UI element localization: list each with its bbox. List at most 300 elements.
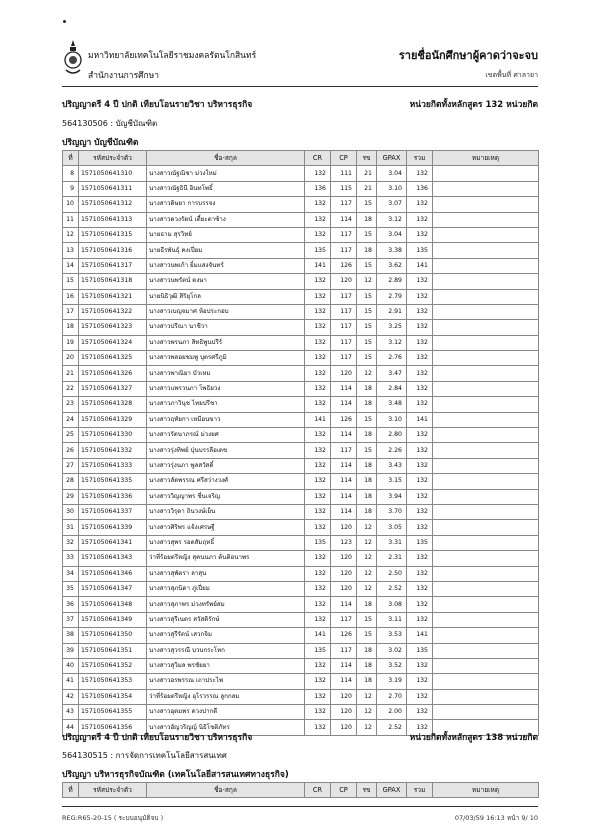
col-number-cell: 19	[63, 335, 79, 350]
col-number-cell: 30	[63, 504, 79, 519]
col-total-cell: 132	[407, 289, 433, 304]
table-row	[63, 628, 539, 643]
col-cr-cell: 132	[305, 289, 331, 304]
col-transfer-cell: 15	[357, 258, 377, 273]
col-remark-cell	[433, 458, 539, 473]
col-gpax-cell: 2.00	[377, 705, 407, 720]
col-gpax-cell: 2.80	[377, 428, 407, 443]
col-number-cell: 23	[63, 397, 79, 412]
col-remark-cell	[433, 351, 539, 366]
col-cr-cell: 132	[305, 674, 331, 689]
col-total-cell: 132	[407, 274, 433, 289]
col-remark-cell	[433, 628, 539, 643]
col-cr-cell: 132	[305, 197, 331, 212]
col-remark-cell	[433, 428, 539, 443]
col-transfer-cell: 15	[357, 412, 377, 427]
col-number-cell: 14	[63, 258, 79, 273]
col-number-cell: 22	[63, 381, 79, 396]
col-gpax-cell: 3.10	[377, 181, 407, 196]
col-cp-header: CP	[331, 151, 357, 166]
col-gpax-header: GPAX	[377, 783, 407, 798]
col-remark-cell	[433, 304, 539, 319]
col-cr-cell: 136	[305, 181, 331, 196]
col-student-id-cell: 1571050641336	[79, 489, 147, 504]
table-row	[63, 643, 539, 658]
col-cp-cell: 114	[331, 428, 357, 443]
col-number-cell: 40	[63, 658, 79, 673]
table-row	[63, 197, 539, 212]
col-name-cell: นางสาวแพรวนภา โพธิยวง	[147, 381, 305, 396]
col-cp-cell: 117	[331, 304, 357, 319]
col-cp-cell: 120	[331, 689, 357, 704]
col-number-cell: 13	[63, 243, 79, 258]
office-name: สำนักงานการศึกษา	[88, 71, 160, 81]
col-total-cell: 136	[407, 181, 433, 196]
col-remark-cell	[433, 412, 539, 427]
section2-table-header	[62, 782, 539, 798]
col-cp-cell: 114	[331, 474, 357, 489]
col-gpax-cell: 2.26	[377, 443, 407, 458]
university-name: มหาวิทยาลัยเทคโนโลยีราชมงคลรัตนโกสินทร์	[88, 51, 257, 61]
col-remark-header: หมายเหตุ	[433, 151, 539, 166]
col-name-cell: นางสาวภาวินุช ไทยปรีชา	[147, 397, 305, 412]
col-gpax-cell: 3.08	[377, 597, 407, 612]
col-student-id-cell: 1571050641352	[79, 658, 147, 673]
col-remark-cell	[433, 566, 539, 581]
col-number-cell: 33	[63, 551, 79, 566]
table-row	[63, 443, 539, 458]
col-remark-cell	[433, 581, 539, 596]
col-total-cell: 132	[407, 351, 433, 366]
col-cp-cell: 117	[331, 320, 357, 335]
col-number-cell: 29	[63, 489, 79, 504]
col-name-cell: นางสาวอุดมพร ดวงปากดี	[147, 705, 305, 720]
table-row	[63, 366, 539, 381]
col-remark-cell	[433, 289, 539, 304]
col-total-cell: 132	[407, 597, 433, 612]
col-transfer-cell: 12	[357, 520, 377, 535]
col-total-cell: 132	[407, 381, 433, 396]
col-remark-cell	[433, 474, 539, 489]
col-student-id-cell: 1571050641351	[79, 643, 147, 658]
col-cr-cell: 132	[305, 658, 331, 673]
form-code: REG:R65-20-15 ( ระบบอนุมัติจบ )	[62, 814, 164, 822]
print-date-page: 07/03/59 16:13 หน้า 9/ 10	[454, 814, 538, 822]
col-cp-cell: 120	[331, 274, 357, 289]
col-gpax-cell: 3.38	[377, 243, 407, 258]
col-gpax-cell: 3.19	[377, 674, 407, 689]
col-total-cell: 132	[407, 689, 433, 704]
col-transfer-cell: 15	[357, 227, 377, 242]
col-transfer-header: รข	[357, 151, 377, 166]
col-gpax-cell: 3.53	[377, 628, 407, 643]
col-cr-cell: 135	[305, 535, 331, 550]
table-row	[63, 658, 539, 673]
table-row	[63, 535, 539, 550]
col-gpax-cell: 3.94	[377, 489, 407, 504]
col-name-cell: นางสาวพรนภา สิทธิพูนปรีร์	[147, 335, 305, 350]
col-transfer-cell: 18	[357, 381, 377, 396]
col-remark-cell	[433, 689, 539, 704]
col-cp-cell: 126	[331, 258, 357, 273]
col-number-cell: 20	[63, 351, 79, 366]
col-student-id-cell: 1571050641311	[79, 181, 147, 196]
col-transfer-cell: 15	[357, 351, 377, 366]
table-row	[63, 551, 539, 566]
col-name-cell: นายธาม สุรวิทย์	[147, 227, 305, 242]
col-cr-cell: 132	[305, 566, 331, 581]
col-gpax-cell: 3.43	[377, 458, 407, 473]
col-remark-cell	[433, 674, 539, 689]
col-gpax-cell: 3.48	[377, 397, 407, 412]
col-cp-cell: 117	[331, 227, 357, 242]
col-number-cell: 21	[63, 366, 79, 381]
col-name-cell: ว่าที่ร้อยตรีหญิง อุไรวรรณ ลูกกลม	[147, 689, 305, 704]
col-name-cell: นางสาววิญญาพร ชื่นเจริญ	[147, 489, 305, 504]
col-remark-cell	[433, 243, 539, 258]
col-number-cell: 35	[63, 581, 79, 596]
col-student-id-cell: 1571050641337	[79, 504, 147, 519]
col-student-id-cell: 1571050641312	[79, 197, 147, 212]
col-gpax-cell: 3.04	[377, 227, 407, 242]
col-remark-cell	[433, 274, 539, 289]
col-name-cell: นางสาวรุ่งทิพย์ ปุ่นบรรลือเดช	[147, 443, 305, 458]
col-transfer-cell: 21	[357, 181, 377, 196]
table-row	[63, 689, 539, 704]
table-row	[63, 674, 539, 689]
col-gpax-cell: 3.05	[377, 520, 407, 535]
col-total-cell: 132	[407, 166, 433, 181]
col-name-cell: นางสาวพาณิยา บัวเหม	[147, 366, 305, 381]
col-total-cell: 132	[407, 581, 433, 596]
table-row	[63, 397, 539, 412]
col-number-cell: 41	[63, 674, 79, 689]
col-remark-cell	[433, 166, 539, 181]
col-name-cell: นางสาวนพรัตน์ ดงษา	[147, 274, 305, 289]
col-total-cell: 132	[407, 197, 433, 212]
col-transfer-cell: 12	[357, 566, 377, 581]
col-gpax-cell: 2.50	[377, 566, 407, 581]
stray-mark	[63, 20, 66, 23]
col-transfer-cell: 18	[357, 597, 377, 612]
col-transfer-cell: 12	[357, 535, 377, 550]
col-remark-header: หมายเหตุ	[433, 783, 539, 798]
section2-program: 564130515 : การจัดการเทคโนโลยีสารสนเทศ	[62, 751, 227, 760]
col-name-cell: นางสาวรัตนาภรณ์ ม่วงยศ	[147, 428, 305, 443]
col-student-id-cell: 1571050641355	[79, 705, 147, 720]
col-remark-cell	[433, 504, 539, 519]
col-cr-cell: 132	[305, 489, 331, 504]
col-transfer-cell: 12	[357, 705, 377, 720]
col-cp-cell: 114	[331, 674, 357, 689]
col-total-cell: 132	[407, 320, 433, 335]
col-transfer-cell: 15	[357, 320, 377, 335]
col-transfer-cell: 12	[357, 689, 377, 704]
col-number-cell: 43	[63, 705, 79, 720]
col-gpax-cell: 2.76	[377, 351, 407, 366]
col-cp-cell: 114	[331, 397, 357, 412]
col-transfer-cell: 15	[357, 628, 377, 643]
table-row	[63, 258, 539, 273]
col-transfer-cell: 18	[357, 474, 377, 489]
col-name-cell: นางสาวสุภาพร ม่วงทรัพย์สม	[147, 597, 305, 612]
col-student-id-cell: 1571050641323	[79, 320, 147, 335]
col-remark-cell	[433, 612, 539, 627]
col-total-cell: 132	[407, 397, 433, 412]
col-cr-header: CR	[305, 783, 331, 798]
col-transfer-cell: 12	[357, 581, 377, 596]
col-remark-cell	[433, 212, 539, 227]
col-student-id-cell: 1571050641343	[79, 551, 147, 566]
col-gpax-cell: 2.31	[377, 551, 407, 566]
table-row	[63, 566, 539, 581]
col-cp-cell: 114	[331, 489, 357, 504]
col-total-cell: 132	[407, 443, 433, 458]
col-cp-cell: 111	[331, 166, 357, 181]
col-remark-cell	[433, 181, 539, 196]
col-total-cell: 132	[407, 612, 433, 627]
col-transfer-cell: 18	[357, 674, 377, 689]
col-number-header: ที่	[63, 151, 79, 166]
col-cr-cell: 141	[305, 628, 331, 643]
col-student-id-cell: 1571050641327	[79, 381, 147, 396]
col-cr-cell: 132	[305, 597, 331, 612]
col-number-cell: 31	[63, 520, 79, 535]
col-remark-cell	[433, 520, 539, 535]
section2-credits: หน่วยกิตทั้งหลักสูตร 138 หน่วยกิต	[409, 733, 538, 743]
col-student-id-cell: 1571050641325	[79, 351, 147, 366]
col-remark-cell	[433, 643, 539, 658]
col-transfer-cell: 21	[357, 166, 377, 181]
col-student-id-cell: 1571050641348	[79, 597, 147, 612]
col-cr-cell: 132	[305, 166, 331, 181]
table-row	[63, 212, 539, 227]
col-student-id-cell: 1571050641324	[79, 335, 147, 350]
col-cp-cell: 117	[331, 197, 357, 212]
table-row	[63, 351, 539, 366]
col-remark-cell	[433, 705, 539, 720]
table-row	[63, 489, 539, 504]
col-student-id-cell: 1571050641329	[79, 412, 147, 427]
section1-degree: ปริญญาตรี 4 ปี ปกติ เทียบโอนรายวิชา บริหารธุรกิจ	[62, 100, 253, 110]
campus-label: เขตพื้นที่ ศาลายา	[485, 71, 538, 79]
col-total-cell: 132	[407, 520, 433, 535]
col-total-cell: 135	[407, 643, 433, 658]
col-student-id-cell: 1571050641322	[79, 304, 147, 319]
col-remark-cell	[433, 489, 539, 504]
table-row	[63, 412, 539, 427]
col-cr-cell: 132	[305, 351, 331, 366]
col-cr-cell: 141	[305, 412, 331, 427]
col-student-id-cell: 1571050641333	[79, 458, 147, 473]
col-number-cell: 11	[63, 212, 79, 227]
col-name-cell: นางสาวดวงรัตน์ เตี้ยะตาซ้าง	[147, 212, 305, 227]
table-row	[63, 227, 539, 242]
col-transfer-cell: 15	[357, 335, 377, 350]
col-total-cell: 132	[407, 428, 433, 443]
table-row	[63, 458, 539, 473]
col-gpax-cell: 2.84	[377, 381, 407, 396]
col-student-id-cell: 1571050641310	[79, 166, 147, 181]
col-cr-cell: 132	[305, 397, 331, 412]
section1-program: 564130506 : บัญชีบัณฑิต	[62, 119, 158, 128]
col-number-cell: 36	[63, 597, 79, 612]
col-transfer-cell: 18	[357, 397, 377, 412]
university-logo-icon	[63, 38, 83, 78]
col-cp-cell: 117	[331, 643, 357, 658]
col-gpax-header: GPAX	[377, 151, 407, 166]
col-gpax-cell: 2.52	[377, 581, 407, 596]
col-transfer-cell: 18	[357, 643, 377, 658]
col-name-cell: นางสาวพลอยชมพู บุตรศรีภูมิ	[147, 351, 305, 366]
col-transfer-cell: 15	[357, 443, 377, 458]
col-cp-cell: 126	[331, 412, 357, 427]
col-transfer-cell: 18	[357, 504, 377, 519]
col-transfer-cell: 18	[357, 212, 377, 227]
col-remark-cell	[433, 658, 539, 673]
col-gpax-cell: 3.47	[377, 366, 407, 381]
col-student-id-cell: 1571050641353	[79, 674, 147, 689]
col-gpax-cell: 3.02	[377, 643, 407, 658]
col-total-cell: 132	[407, 504, 433, 519]
col-cr-cell: 132	[305, 381, 331, 396]
col-cr-cell: 132	[305, 212, 331, 227]
col-remark-cell	[433, 258, 539, 273]
col-cp-cell: 117	[331, 443, 357, 458]
col-cr-cell: 132	[305, 335, 331, 350]
col-remark-cell	[433, 443, 539, 458]
col-gpax-cell: 2.70	[377, 689, 407, 704]
col-name-cell: นางสาวสุภนิดา ภู่เปี่ยม	[147, 581, 305, 596]
col-gpax-cell: 2.52	[377, 720, 407, 735]
col-student-id-cell: 1571050641349	[79, 612, 147, 627]
col-cr-cell: 132	[305, 227, 331, 242]
col-gpax-cell: 3.12	[377, 335, 407, 350]
col-name-cell: นางสาววิรุดา ถินวงษ์เย็น	[147, 504, 305, 519]
col-transfer-cell: 12	[357, 366, 377, 381]
col-student-id-cell: 1571050641354	[79, 689, 147, 704]
col-total-cell: 132	[407, 705, 433, 720]
col-number-cell: 39	[63, 643, 79, 658]
col-cr-cell: 132	[305, 366, 331, 381]
table-row	[63, 705, 539, 720]
student-table	[62, 150, 539, 736]
col-number-cell: 18	[63, 320, 79, 335]
col-cp-header: CP	[331, 783, 357, 798]
col-cr-cell: 132	[305, 551, 331, 566]
col-name-cell: นางสาวณัฐธินี อินทโพธิ์	[147, 181, 305, 196]
col-name-cell: นางสาวณัฐณิชา ม่วงใหม่	[147, 166, 305, 181]
col-cp-cell: 117	[331, 351, 357, 366]
col-name-cell: นางสาวรุ่งนภา พูลสวัสดิ์	[147, 458, 305, 473]
col-name-cell: นางสาวสุวิมล พรชัยยา	[147, 658, 305, 673]
table-row	[63, 335, 539, 350]
section1-degree-name: ปริญญา บัญชีบัณฑิต	[62, 138, 139, 148]
col-cr-cell: 132	[305, 689, 331, 704]
col-number-cell: 32	[63, 535, 79, 550]
col-student-id-cell: 1571050641335	[79, 474, 147, 489]
col-gpax-cell: 3.70	[377, 504, 407, 519]
col-gpax-cell: 2.91	[377, 304, 407, 319]
col-cr-cell: 132	[305, 428, 331, 443]
col-cr-cell: 132	[305, 320, 331, 335]
col-number-cell: 26	[63, 443, 79, 458]
section1-credits: หน่วยกิตทั้งหลักสูตร 132 หน่วยกิต	[409, 100, 538, 110]
col-cp-cell: 120	[331, 520, 357, 535]
col-gpax-cell: 3.07	[377, 197, 407, 212]
col-student-id-cell: 1571050641356	[79, 720, 147, 735]
col-name-cell: นางสาวสุพัตรา ลาสุน	[147, 566, 305, 581]
col-transfer-cell: 18	[357, 243, 377, 258]
table-row	[63, 289, 539, 304]
col-name-cell: นางสาวเบญจมาศ ห้อประกอบ	[147, 304, 305, 319]
col-cr-cell: 132	[305, 443, 331, 458]
section2-degree-name: ปริญญา บริหารธุรกิจบัณฑิต (เทคโนโลยีสารสนเทศทางธุรกิจ)	[62, 770, 289, 780]
col-remark-cell	[433, 535, 539, 550]
col-number-cell: 27	[63, 458, 79, 473]
col-cp-cell: 120	[331, 551, 357, 566]
col-student-id-cell: 1571050641315	[79, 227, 147, 242]
col-student-id-header: รหัสประจำตัว	[79, 151, 147, 166]
col-remark-cell	[433, 366, 539, 381]
col-student-id-cell: 1571050641321	[79, 289, 147, 304]
col-student-id-cell: 1571050641330	[79, 428, 147, 443]
col-transfer-cell: 12	[357, 551, 377, 566]
col-cp-cell: 117	[331, 289, 357, 304]
table-row	[63, 320, 539, 335]
col-number-cell: 44	[63, 720, 79, 735]
col-student-id-cell: 1571050641313	[79, 212, 147, 227]
col-transfer-cell: 15	[357, 612, 377, 627]
col-cp-cell: 117	[331, 612, 357, 627]
col-remark-cell	[433, 227, 539, 242]
col-cr-cell: 132	[305, 612, 331, 627]
col-number-cell: 15	[63, 274, 79, 289]
col-transfer-cell: 15	[357, 289, 377, 304]
col-total-cell: 132	[407, 212, 433, 227]
col-remark-cell	[433, 335, 539, 350]
col-name-cell: นางสาวดิษยา การบรรจง	[147, 197, 305, 212]
table-row	[63, 612, 539, 627]
col-total-cell: 132	[407, 458, 433, 473]
col-cp-cell: 114	[331, 458, 357, 473]
col-total-cell: 141	[407, 258, 433, 273]
col-transfer-cell: 12	[357, 720, 377, 735]
table-row	[63, 520, 539, 535]
col-name-cell: นายนิธิวุฒิ สิริยุโกล	[147, 289, 305, 304]
col-cp-cell: 117	[331, 335, 357, 350]
col-gpax-cell: 3.11	[377, 612, 407, 627]
col-student-id-cell: 1571050641317	[79, 258, 147, 273]
col-gpax-cell: 3.25	[377, 320, 407, 335]
col-cr-cell: 132	[305, 504, 331, 519]
col-number-header: ที่	[63, 783, 79, 798]
col-total-cell: 132	[407, 474, 433, 489]
col-cr-cell: 132	[305, 274, 331, 289]
col-remark-cell	[433, 551, 539, 566]
table-row	[63, 381, 539, 396]
col-total-cell: 132	[407, 720, 433, 735]
col-gpax-cell: 2.79	[377, 289, 407, 304]
col-total-cell: 141	[407, 412, 433, 427]
col-cr-cell: 132	[305, 458, 331, 473]
col-name-cell: นางสาวลัดพรรณ ศรีสว่างวงศ์	[147, 474, 305, 489]
col-number-cell: 38	[63, 628, 79, 643]
col-remark-cell	[433, 397, 539, 412]
col-total-cell: 132	[407, 674, 433, 689]
col-student-id-cell: 1571050641332	[79, 443, 147, 458]
col-total-cell: 132	[407, 366, 433, 381]
